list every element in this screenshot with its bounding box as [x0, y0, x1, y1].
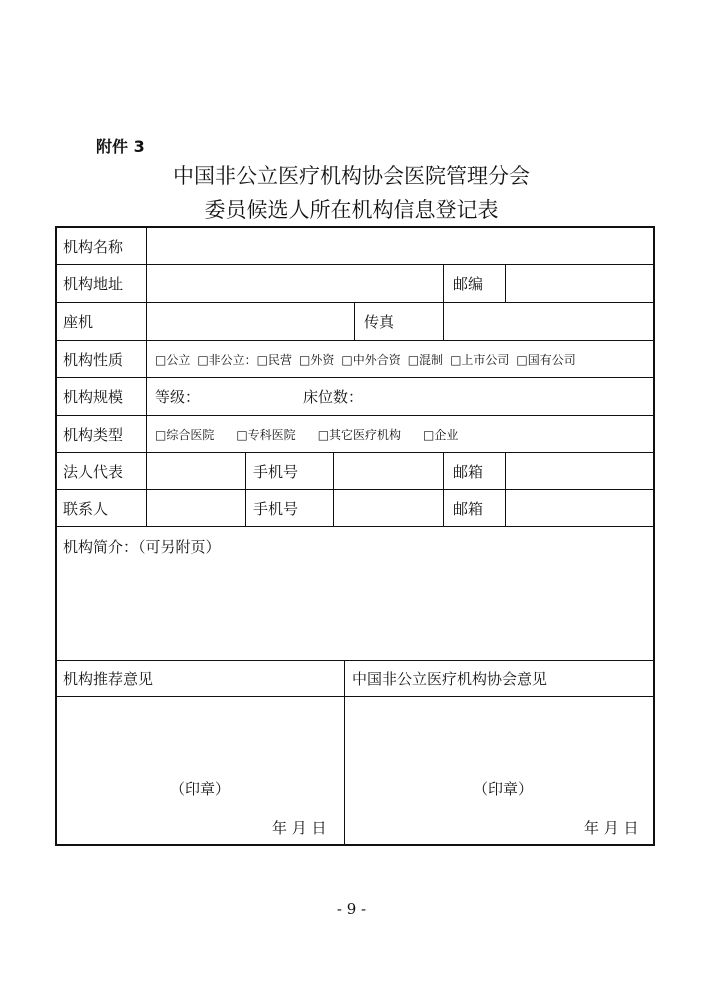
checkbox-joint-venture[interactable]: □中外合资: [341, 352, 401, 367]
label-institution-name: 机构名称: [63, 237, 124, 256]
label-recommendation-opinion: 机构推荐意见: [63, 670, 154, 688]
label-landline: 座机: [63, 313, 94, 331]
checkbox-state-owned[interactable]: □国有公司: [516, 352, 576, 367]
field-institution-address[interactable]: [147, 265, 442, 302]
form-title-line1: 中国非公立医疗机构协会医院管理分会: [173, 164, 530, 188]
field-institution-name[interactable]: [147, 228, 653, 264]
date-label-right: 年 月 日: [584, 818, 639, 837]
field-recommendation-opinion[interactable]: [57, 697, 343, 777]
field-legal-representative[interactable]: [147, 453, 244, 489]
label-contact-person: 联系人: [63, 499, 109, 518]
label-postcode: 邮编: [453, 275, 484, 293]
field-landline[interactable]: [147, 303, 353, 340]
checkbox-specialty-hospital[interactable]: □专科医院: [236, 427, 296, 442]
label-institution-scale: 机构规模: [63, 388, 124, 406]
field-association-opinion[interactable]: [345, 697, 653, 777]
field-email-contact[interactable]: [506, 490, 653, 526]
date-label-left: 年 月 日: [272, 818, 327, 837]
label-legal-representative: 法人代表: [63, 462, 124, 481]
form-title-line2: 委员候选人所在机构信息登记表: [204, 198, 499, 222]
label-association-opinion: 中国非公立医疗机构协会意见: [352, 670, 548, 688]
seal-label-left: （印章）: [170, 779, 231, 798]
checkbox-foreign[interactable]: □外资: [299, 352, 335, 367]
seal-label-right: （印章）: [473, 779, 534, 798]
label-email-legal: 邮箱: [453, 462, 484, 481]
checkbox-enterprise[interactable]: □企业: [423, 427, 459, 442]
checkbox-nonpublic-private[interactable]: □非公立：□民营: [197, 352, 293, 367]
checkbox-general-hospital[interactable]: □综合医院: [155, 427, 215, 442]
checkbox-listed-company[interactable]: □上市公司: [450, 352, 510, 367]
label-mobile-contact: 手机号: [253, 499, 299, 518]
type-options: [155, 416, 458, 452]
label-institution-intro: 机构简介：（可另附页）: [63, 537, 221, 556]
field-email-legal[interactable]: [506, 453, 653, 489]
label-institution-nature: 机构性质: [63, 350, 124, 369]
checkbox-mixed[interactable]: □混制: [407, 352, 444, 367]
nature-options: [155, 341, 576, 377]
label-institution-type: 机构类型: [63, 425, 124, 444]
page-number: - 9 -: [336, 900, 367, 918]
attachment-label: 附件 3: [96, 137, 145, 156]
checkbox-other-medical[interactable]: □其它医疗机构: [317, 427, 402, 442]
registration-form-table: [55, 226, 655, 846]
label-fax: 传真: [364, 313, 395, 331]
label-email-contact: 邮箱: [453, 499, 484, 518]
field-contact-person[interactable]: [147, 490, 244, 526]
field-mobile-legal[interactable]: [334, 453, 442, 489]
label-grade: 等级：: [155, 388, 201, 406]
checkbox-public[interactable]: □公立: [155, 352, 191, 367]
label-institution-address: 机构地址: [63, 275, 124, 293]
field-mobile-contact[interactable]: [334, 490, 442, 526]
field-fax[interactable]: [444, 303, 653, 340]
label-bed-count: 床位数：: [303, 388, 364, 406]
field-institution-intro[interactable]: [57, 560, 653, 658]
field-postcode[interactable]: [506, 265, 653, 302]
label-mobile-legal: 手机号: [253, 462, 299, 481]
